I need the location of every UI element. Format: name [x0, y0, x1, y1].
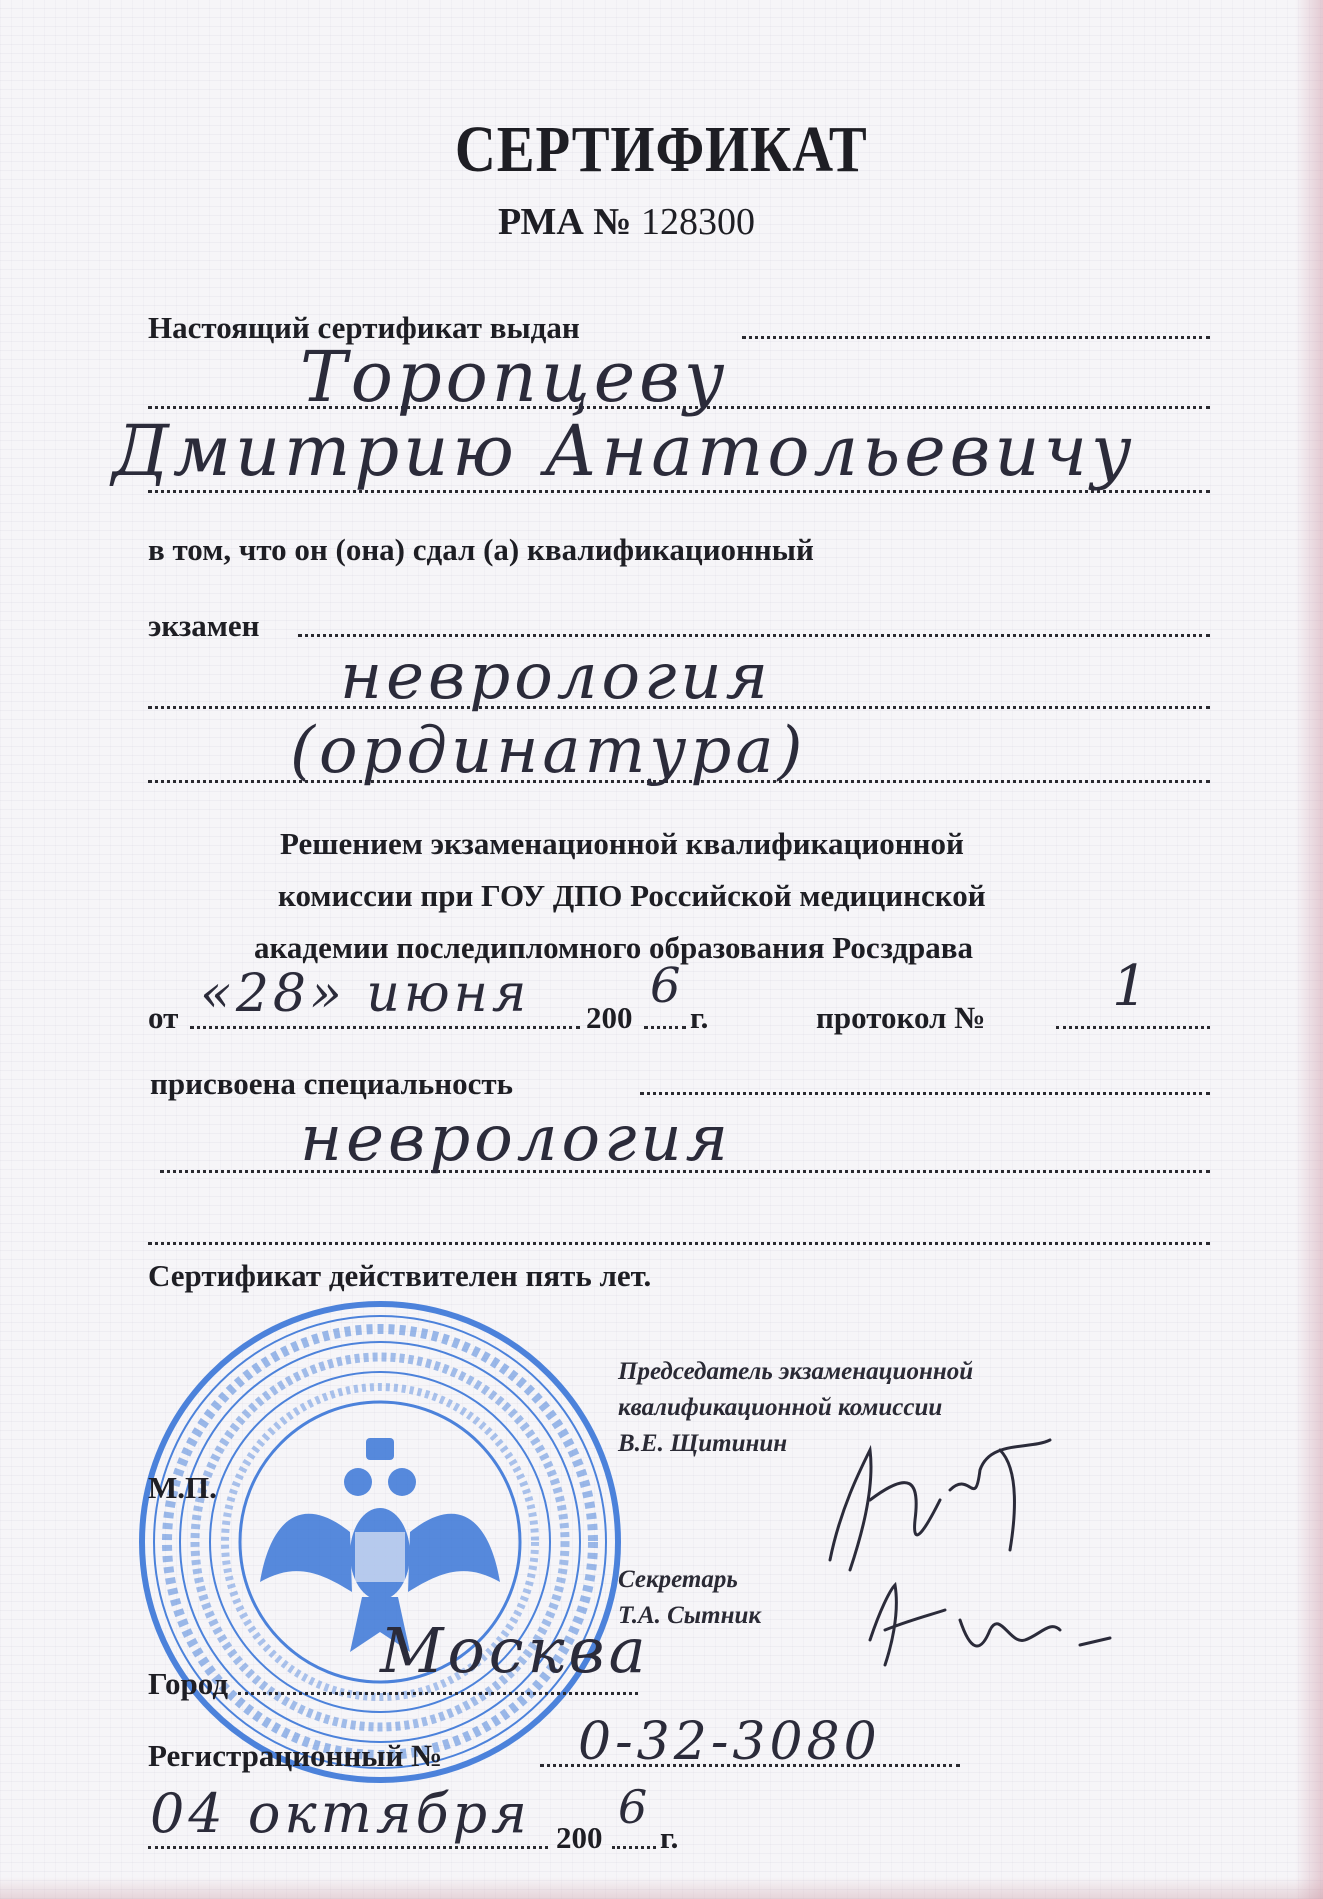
issue-year-prefix: 200: [556, 1820, 603, 1855]
city-value: Москва: [380, 1614, 650, 1687]
dotted-line: [298, 634, 1210, 637]
exam-line-text: в том, что он (она) сдал (а) квалификационный: [148, 532, 814, 567]
decision-year-prefix: 200: [586, 1000, 633, 1035]
chair-title-line-2: квалификационной комиссии: [618, 1394, 943, 1421]
decision-date: «28» июня: [200, 964, 531, 1024]
validity-text: Сертификат действителен пять лет.: [148, 1258, 652, 1293]
issue-year-suffix: 6: [618, 1780, 652, 1834]
recipient-name: Дмитрию Анатольевичу: [112, 410, 1136, 492]
registration-number: 0-32-3080: [578, 1712, 881, 1772]
decision-year-suffix: 6: [650, 958, 685, 1014]
decision-line-3: академии последипломного образования Росздрава: [254, 930, 974, 965]
stamp-place-label: М.П.: [148, 1470, 217, 1505]
secretary-name: Т.А. Сытник: [618, 1602, 762, 1629]
page-edge-bottom: [0, 1877, 1323, 1899]
issue-year-unit: г.: [660, 1820, 679, 1855]
recipient-surname: Торопцеву: [300, 336, 729, 418]
dotted-line: [148, 1846, 548, 1849]
city-label: Город: [148, 1666, 229, 1701]
dotted-line: [238, 1692, 638, 1695]
protocol-number: 1: [1112, 954, 1152, 1019]
dotted-line: [640, 1092, 1210, 1095]
specialty-label: присвоена специальность: [150, 1066, 514, 1101]
exam-label: экзамен: [148, 608, 260, 643]
decision-year-unit: г.: [690, 1000, 709, 1035]
secretary-signature: [850, 1570, 1130, 1680]
decision-line-1: Решением экзаменационной квалификационной: [280, 826, 964, 861]
chair-name: В.Е. Щитинин: [618, 1430, 788, 1457]
decision-line-2: комиссии при ГОУ ДПО Российской медицинской: [278, 878, 986, 913]
serial-number: 128300: [640, 201, 755, 243]
chair-title-line-1: Председатель экзаменационной: [618, 1358, 974, 1385]
issue-day-month: 04 октября: [150, 1782, 531, 1845]
dotted-line: [644, 1026, 686, 1029]
specialty-value: неврология: [300, 1102, 732, 1176]
dotted-line: [612, 1846, 656, 1849]
serial-label: РМА №: [498, 201, 632, 243]
date-from-label: от: [148, 1000, 179, 1035]
issued-to-label: Настоящий сертификат выдан: [148, 310, 580, 345]
exam-subject: неврология: [340, 640, 772, 714]
protocol-label: протокол №: [816, 1000, 986, 1035]
exam-type: (ординатура): [290, 714, 807, 788]
dotted-line: [190, 1026, 580, 1029]
dotted-line: [1056, 1026, 1210, 1029]
secretary-title: Секретарь: [618, 1566, 738, 1593]
chair-signature: [800, 1410, 1130, 1590]
dotted-line: [148, 1242, 1210, 1245]
registration-label: Регистрационный №: [148, 1738, 443, 1773]
official-stamp-seal: [130, 1292, 630, 1792]
dotted-line: [742, 336, 1210, 339]
certificate-serial: [498, 200, 755, 244]
page-edge-right: [1295, 0, 1323, 1899]
certificate-title: СЕРТИФИКАТ: [454, 113, 868, 186]
